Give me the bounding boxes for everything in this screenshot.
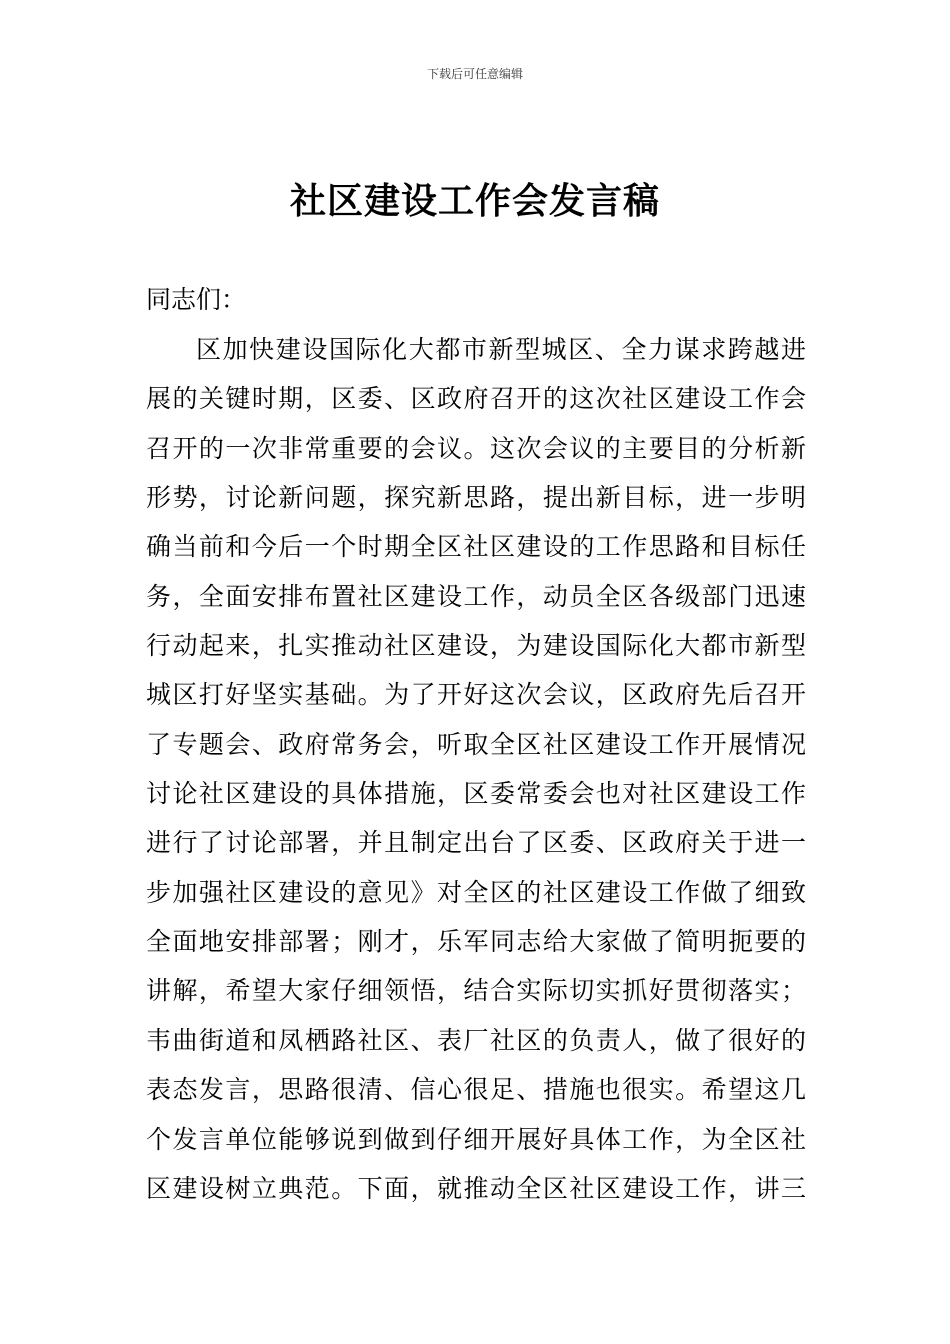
page-header-note: 下载后可任意编辑: [426, 67, 523, 81]
paragraph-line: 韦曲街道和凤栖路社区、表厂社区的负责人，做了很好的: [146, 1025, 806, 1055]
paragraph-line: 讨论社区建设的具体措施，区委常委会也对社区建设工作: [146, 779, 806, 809]
paragraph-line: 务，全面安排布置社区建设工作，动员全区各级部门迅速: [146, 581, 806, 611]
document-title: 社区建设工作会发言稿: [289, 180, 660, 222]
paragraph-line: 区加快建设国际化大都市新型城区、全力谋求跨越进: [196, 335, 806, 364]
paragraph-line: 行动起来，扎实推动社区建设，为建设国际化大都市新型: [146, 631, 806, 661]
paragraph-line: 确当前和今后一个时期全区社区建设的工作思路和目标任: [146, 532, 806, 562]
paragraph-line: 步加强社区建设的意见》对全区的社区建设工作做了细致: [146, 877, 806, 907]
paragraph-line: 个发言单位能够说到做到仔细开展好具体工作，为全区社: [146, 1124, 806, 1154]
paragraph-line: 全面地安排部署；刚才，乐军同志给大家做了简明扼要的: [146, 927, 806, 957]
body-paragraph: [146, 330, 806, 1218]
paragraph-line: 进行了讨论部署，并且制定出台了区委、区政府关于进一: [146, 828, 806, 858]
paragraph-line: 形势，讨论新问题，探究新思路，提出新目标，进一步明: [146, 483, 806, 513]
paragraph-line: 展的关键时期，区委、区政府召开的这次社区建设工作会: [146, 384, 806, 414]
paragraph-line: 表态发言，思路很清、信心很足、措施也很实。希望这几: [146, 1075, 806, 1105]
paragraph-line: 区建设树立典范。下面，就推动全区社区建设工作，讲三: [146, 1173, 806, 1203]
paragraph-line: 召开的一次非常重要的会议。这次会议的主要目的分析新: [146, 433, 806, 463]
salutation: 同志们：: [146, 285, 247, 314]
paragraph-line: 讲解，希望大家仔细领悟，结合实际切实抓好贯彻落实；: [146, 976, 806, 1006]
paragraph-line: 城区打好坚实基础。为了开好这次会议，区政府先后召开: [146, 680, 806, 710]
paragraph-line: 了专题会、政府常务会，听取全区社区建设工作开展情况: [146, 729, 806, 759]
